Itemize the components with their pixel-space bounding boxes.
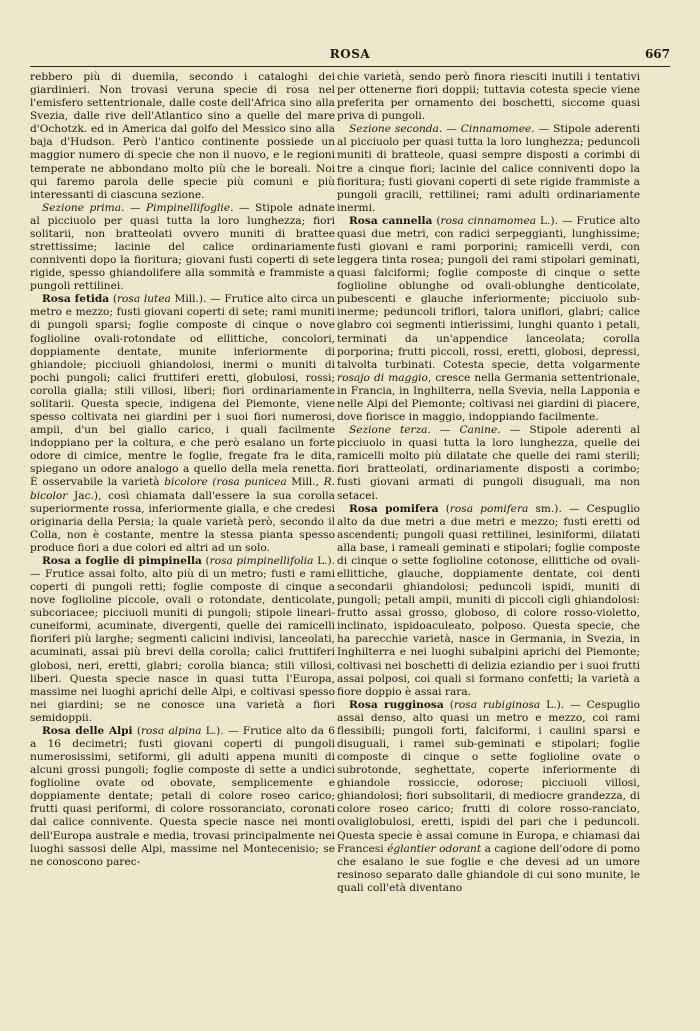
paragraph — [30, 202, 335, 294]
paragraph-text: a cagione dell'odore di pomo che esalano le sue foglie e che devesi ad un umore resinoso separato dalle ghiandole di cui sono munite, le quali coll'età diventano — [337, 842, 640, 894]
entry-heading: Rosa delle Alpi — [42, 724, 133, 737]
paragraph-text: rebbero più di duemila, secondo i cataloghi dei giardinieri. Non trovasi veruna specie di rosa nel l'emisfero settentrionale, dalle coste dell'Africa sino alla Svezia, dalle rive dell'Atlantico sino a quelle del mare d'Ochotzk. ed in America dal golfo del Messico sino alla baja d'Hudson. Però l'antico continente possiede un maggior numero di specie che non il nuovo, e le regioni temperate ne abbondano molto più che le boreali. Noi qui faremo parola delle specie più comuni e più interessanti di ciascuna sezione. — [30, 71, 335, 201]
right-column — [337, 71, 640, 1016]
running-title: ROSA — [329, 47, 371, 61]
italic-term: rosa pomifera — [449, 502, 529, 515]
paragraph — [337, 123, 640, 215]
italic-term: rosa cinnamomea — [440, 214, 537, 227]
entry-heading: Rosa rugginosa — [349, 698, 444, 711]
paragraph-text: L.). — Frutice alto quasi due metri, con radici serpeggianti, lunghissime; fusti giovani e rami porporini; ramicelli verdi, con leggera tinta rosea; pungoli dei rami stipolari geminati, quasi falciformi; foglie composte di cinque o sette foglioline oblunghe od ovali-oblunghe denticolate, pubescenti e glauche inferiormente; picciuolo sub-inerme; peduncoli triflori, talora uniflori, glabri; calice glabro coi segmenti intierissimi, lunghi quanto i petali, terminati da un'appendice lanceolata; corolla porporina; frutti piccoli, rossi, eretti, globosi, depressi, talvolta turbinati. Cotesta specie, detta volgarmente — [337, 214, 640, 371]
paragraph-text: ( — [201, 554, 210, 567]
italic-term: rosa lutea — [116, 293, 171, 306]
paragraph-text: — Stipole aderenti al picciuolo per quasi tutta la loro lunghezza; peduncoli muniti di bratteole, quasi sempre disposti a corimbi di tre a cinque fiori; lacinie del calice conniventi dopo la fioritura; fusti giovani coperti di sete rigide frammiste a pungoli gracili, rettilinei; rami adulti ordinariamente inermi. — [337, 123, 640, 214]
paragraph-text: ( — [443, 698, 454, 711]
entry-heading: Rosa pomifera — [349, 502, 439, 515]
entry-heading: Rosa cannella — [349, 214, 433, 227]
paragraph — [30, 293, 335, 555]
italic-term: églantier odorant — [387, 842, 482, 855]
italic-term: rosa rubiginosa — [453, 698, 541, 711]
left-column — [30, 71, 335, 1016]
paragraph-text: L.). — Frutice assai folto, alto più di un metro; fusti e rami coperti di pungoli retti; foglie composte di cinque a nove foglioline piccole, ovali o rotondate, denticolate, subcoriacee; picciuoli muniti di pungoli; stipole lineari-cuneiformi, acuminate, divergenti, quelle dei ramicelli fioriferi più larghe; segmenti calicini indivisi, lanceolati, acuminati, assai più brevi della corolla; calici fruttiferi globosi, neri, eretti, glabri; corolla bianca; stili villosi, liberi. Questa specie nasce in quasi tutta l'Europa, massime nei luoghi aprichi delle Alpi, e coltivasi spesso nei giardini; se ne conosce una varietà a fiori semidoppii. — [30, 554, 335, 724]
paragraph-text: — Stipole adnate al picciuolo per quasi tutta la loro lunghezza; fiori solitarii, non bratteolati ovvero muniti di brattee strettissime; lacinie del calice ordinariamente conniventi dopo la fioritura; giovani fusti coperti di sete rigide, spesso ghiandolifere alla sommità e frammiste a pungoli rettilinei. — [30, 201, 335, 293]
paragraph — [337, 424, 640, 502]
italic-term: Sezione prima. — Pimpinellifoglie. — [42, 201, 234, 214]
paragraph-text: Jac.), così chiamata dall'essere la sua corolla superiormente rossa, inferiormente gialla, e che credesi originaria della Persia; la quale varietà però, secondo il Colla, non è costante, mentre la stessa pianta spesso produce fiori a due colori ed altri ad un solo. — [30, 489, 335, 554]
italic-term: Sezione seconda. — Cinnamomee. — [349, 123, 535, 136]
paragraph-text: , cresce nella Germania settentrionale, in Francia, in Inghilterra, nella Svevia, nella Lapponia e nelle Alpi del Piemonte; coltivasi nei giardini di piacere, dove fiorisce in maggio, indoppiando facilmente. — [337, 371, 640, 424]
paragraph — [337, 503, 640, 699]
paragraph-text: ( — [109, 293, 117, 306]
paragraph-text: chie varietà, sendo però finora riesciti inutili i tentativi per ottenerne fiori doppii; tuttavia cotesta specie viene preferita per ornamento dei boschetti, siccome quasi priva di pungoli. — [337, 71, 640, 123]
entry-heading: Rosa fetida — [42, 293, 110, 306]
paragraph — [30, 71, 335, 202]
paragraph-text: ( — [132, 724, 141, 737]
paragraph — [337, 215, 640, 424]
italic-term: rosa alpina — [140, 724, 202, 737]
running-header — [30, 47, 670, 65]
paragraph — [30, 725, 335, 869]
paragraph-text: ( — [432, 214, 441, 227]
italic-term: Sezione terza. — Canine. — [349, 424, 501, 437]
paragraph-text: ( — [438, 502, 450, 515]
paragraph — [30, 555, 335, 725]
header-rule — [30, 66, 670, 67]
paragraph-text: sm.). — Cespuglio alto da due metri a due metri e mezzo; fusti eretti od ascendenti; pungoli quasi rettilinei, lesiniformi, dilatati alla base, i rameali geminati e stipolari; foglie composte di cinque o sette foglioline cotonose, ellittiche od ovali-ellittiche, glauche, doppiamente dentate, coi denti secondarii ghiandolosi; peduncoli ispidi, muniti di pungoli; petali ampii, muniti di piccoli cigli ghiandolosi: frutto assai grosso, globoso, di colore rosso-violetto, inclinato, ispidoaculeato, polposo. Questa specie, che ha parecchie varietà, nasce in Germania, in Svezia, in Inghilterra e nei luoghi subalpini aprichi del Piemonte; coltivasi nei boschetti di delizia eziandio per i suoi frutti assai polposi, coi quali si formano confetti; la varietà a fiore doppio è assai rara. — [337, 502, 640, 698]
paragraph-text: — Stipole aderenti al picciuolo in quasi tutta la loro lunghezza, quelle dei ramicelli molto più dilatate che quelle dei rami sterili; fiori bratteolati, ordinariamente disposti a corimbo; fusti giovani armati di pungoli disuguali, ma non setacei. — [337, 424, 640, 502]
paragraph — [337, 699, 640, 895]
italic-term: rosajo di maggio — [337, 371, 428, 384]
paragraph-text: L.). — Cespuglio assai denso, alto quasi un metro e mezzo, coi rami flessibili; pungoli forti, falciformi, i caulini sparsi e disuguali, i ramei sub-geminati e stipolari; foglie composte di cinque o sette foglioline ovate o subrotonde, seghettate, coperte inferiormente di ghiandole rossiccie, odorose; picciuoli villosi, ghiandolosi; fiori subsolitarii, di mediocre grandezza, di colore roseo carico; frutti di colore rosso-ranciato, ovaliglobulosi, eretti, ispidi del pari che i peduncoli. Questa specie è assai comune in Europa, e chiamasi dai Francesi — [337, 698, 640, 855]
italic-term: R. bicolor — [30, 476, 335, 502]
italic-term: rosa pimpinellifolia — [209, 554, 314, 567]
paragraph — [337, 71, 640, 123]
page-number: 667 — [644, 47, 670, 61]
paragraph-text: L.). — Frutice alto da 6 a 16 decimetri; fusti giovani coperti di pungoli numerosissimi, setiformi, gli adulti appena muniti di alcuni grossi pungoli; foglie composte di sette a undici foglioline ovate od obovate, semplicemente e doppiamente dentate; petali di colore roseo carico; frutti quasi periformi, di colore rossoranciato, coronati dal calice connivente. Questa specie nasce nei monti dell'Europa australe e media, trovasi principalmente nei luoghi sassosi delle Alpi, massime nel Montecenisio; se ne conoscono parec- — [30, 724, 335, 868]
entry-heading: Rosa a foglie di pimpinella — [42, 554, 202, 567]
paragraph-text: Mill.). — Frutice alto circa un metro e mezzo; fusti giovani coperti di sete; rami muniti di pungoli sparsi; foglie composte di cinque o nove foglioline ovali-rotondate od ellittiche, concolori, doppiamente dentate, munite inferiormente di ghiandole; picciuoli ghiandolosi, inermi o muniti di pochi pungoli; calici fruttiferi eretti, globulosi, rossi; corolla gialla; stili villosi, liberi; fiori ordinariamente solitarii. Questa specie, indigena del Piemonte, viene spesso coltivata nei giardini per i suoi fiori numerosi, ampii, d'un bel giallo carico, i quali facilmente indoppiano per la coltura, e che però esalano un forte odore di cimice, mentre le foglie, fregate fra le dita, spiegano un odore analogo a quello della mela renetta. È osservabile la varietà — [30, 293, 335, 489]
italic-term: bicolore (rosa punicea — [164, 476, 287, 489]
paragraph-text: Mill., — [286, 476, 324, 489]
